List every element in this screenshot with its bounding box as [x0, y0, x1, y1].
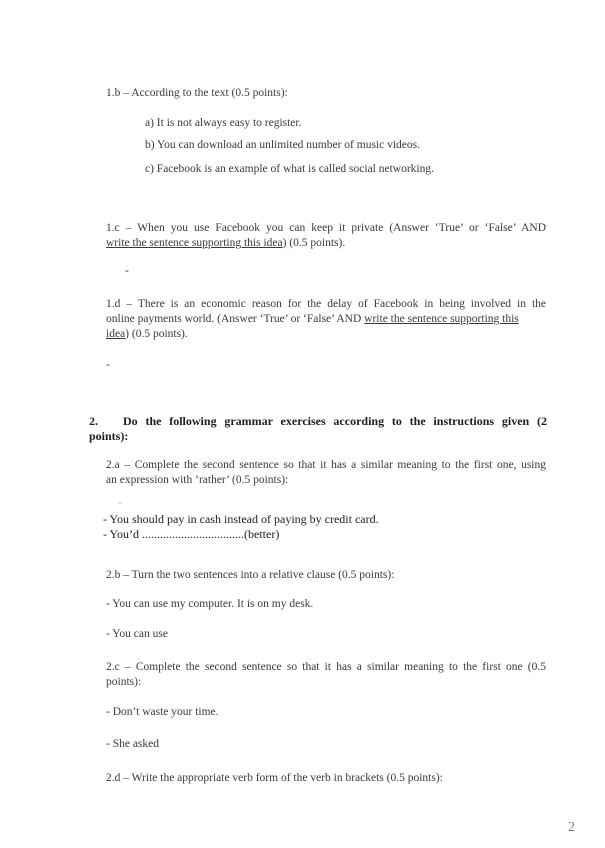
q2c-answer: - She asked	[106, 738, 160, 750]
page-number: 2	[568, 820, 575, 835]
q1d-answer-dash: -	[106, 359, 110, 371]
q1d-underlined-instruction: write the sentence supporting this	[364, 313, 519, 325]
q1d-points: ) (0.5 points).	[125, 328, 188, 340]
q1b-option-c: c) Facebook is an example of what is called social networking.	[145, 163, 435, 175]
q2c-line2: points):	[106, 676, 142, 688]
q1c-underlined-instruction: write the sentence supporting this idea	[106, 237, 283, 249]
q2a-sentence: - You should pay in cash instead of paying by credit card.	[103, 512, 379, 526]
q2b-title: 2.b – Turn the two sentences into a relative clause (0.5 points):	[106, 569, 395, 581]
q1b-option-a: a) It is not always easy to register.	[145, 117, 302, 129]
q2d-title: 2.d – Write the appropriate verb form of the verb in brackets (0.5 points):	[106, 772, 443, 784]
q2b-answer: - You can use	[106, 628, 168, 640]
q1d-line2-text: online payments world. (Answer ‘True’ or ‘False’ AND	[106, 313, 365, 325]
q1d-underlined-idea: idea	[106, 328, 126, 340]
q1c-answer-dash: -	[125, 265, 129, 277]
q2a-answer-line: - You’d ..................................(better)	[103, 527, 280, 541]
q1c-line1: 1.c – When you use Facebook you can keep it private (Answer ‘True’ or ‘False’ AND	[106, 222, 546, 234]
q2a-dash: -	[118, 497, 122, 509]
q2c-sentence: - Don’t waste your time.	[106, 706, 219, 718]
q2a-line1: 2.a – Complete the second sentence so that it has a similar meaning to the first one, using	[106, 459, 546, 471]
q1d-line1: 1.d – There is an economic reason for the delay of Facebook in being involved in the	[106, 298, 546, 310]
q2a-line2: an expression with ‘rather’ (0.5 points):	[106, 474, 289, 486]
q2b-sentence: - You can use my computer. It is on my desk.	[106, 598, 314, 610]
q1c-points: ) (0.5 points).	[282, 237, 346, 249]
q1d-line2	[106, 312, 519, 327]
q2c-line1: 2.c – Complete the second sentence so that it has a similar meaning to the first one (0.5	[106, 661, 546, 673]
q2-title-line1: Do the following grammar exercises according to the instructions given (2	[123, 414, 547, 428]
q2-title-line2: points):	[89, 429, 129, 443]
q1c-line2	[106, 236, 345, 251]
q1b-title: 1.b – According to the text (0.5 points):	[106, 87, 288, 99]
q1b-option-b: b) You can download an unlimited number of music videos.	[145, 139, 421, 151]
q1d-line3	[106, 327, 188, 342]
q2-number: 2.	[89, 414, 98, 428]
